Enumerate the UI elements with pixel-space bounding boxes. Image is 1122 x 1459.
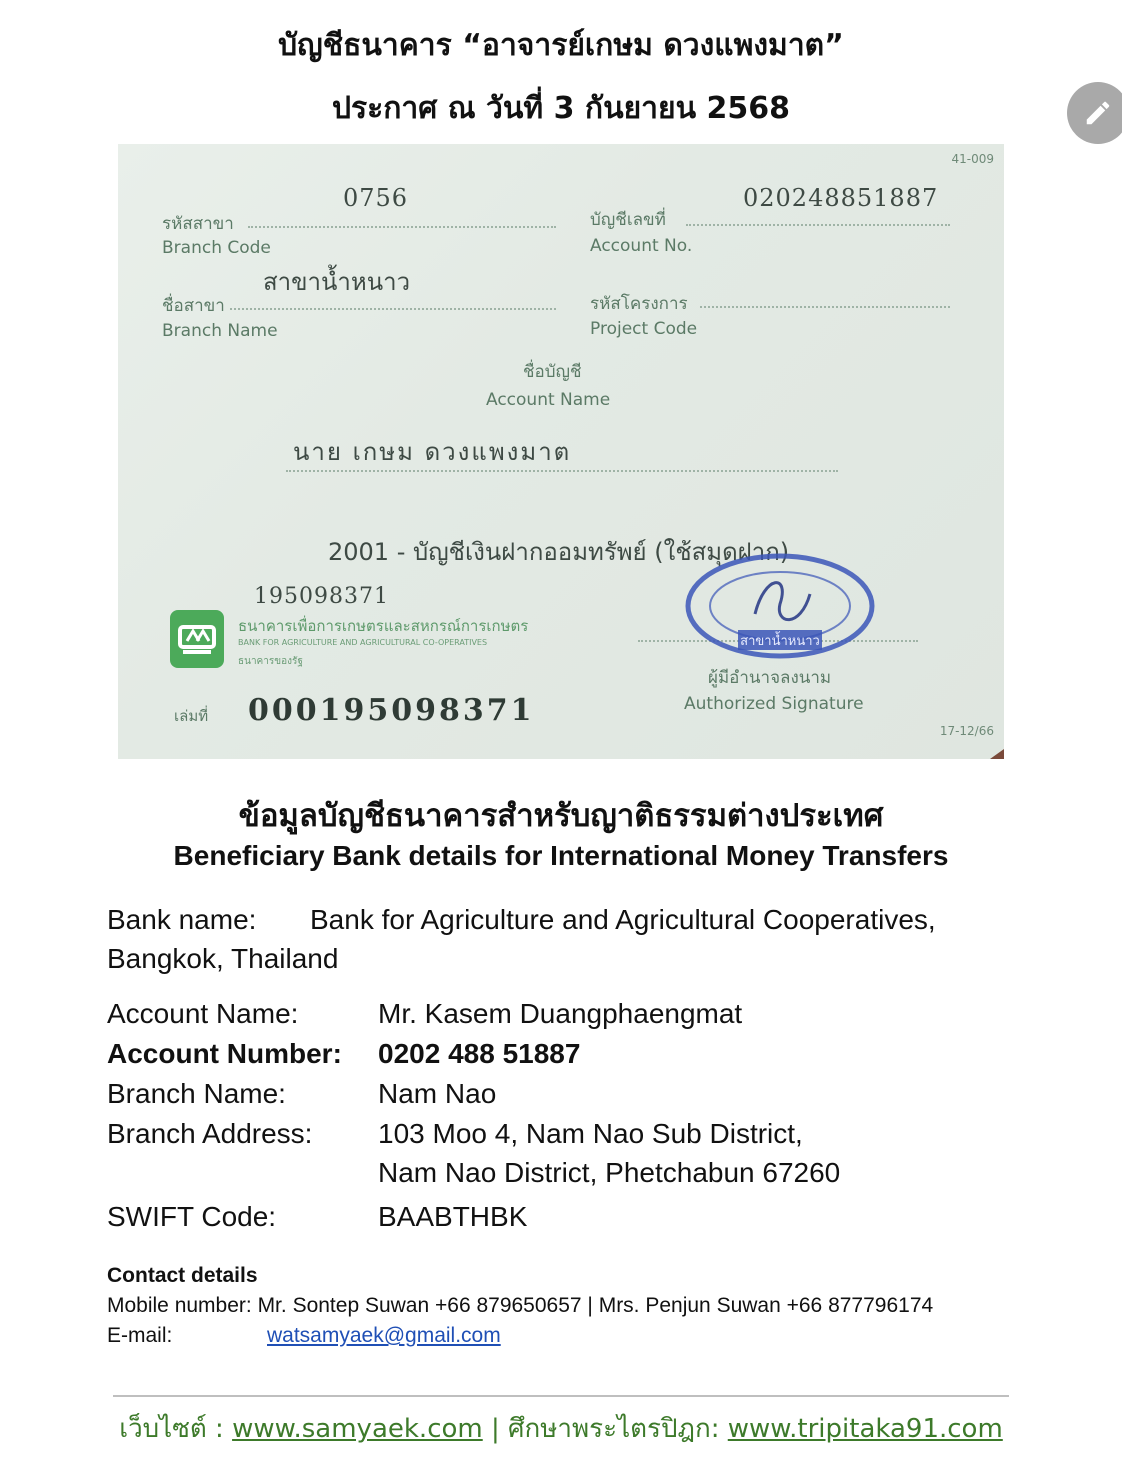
account-name-value: Mr. Kasem Duangphaengmat [378, 998, 743, 1029]
account-name-value: นาย เกษม ดวงแพงมาต [293, 438, 572, 466]
account-name-label-en: Account Name [486, 390, 611, 410]
branch-name-value: Nam Nao [378, 1078, 497, 1109]
baac-logo [170, 610, 224, 668]
account-no-label-th: บัญชีเลขที่ [590, 210, 666, 230]
account-no-value: 020248851887 [743, 184, 939, 212]
form-code: 41-009 [951, 152, 994, 166]
branch-name-label: Branch Name: [107, 1078, 286, 1109]
announcement-date: ประกาศ ณ วันที่ 3 กันยายน 2568 [331, 91, 791, 126]
footer [0, 1408, 1122, 1449]
account-name-label: Account Name: [107, 998, 299, 1029]
email-label: E-mail: [107, 1324, 173, 1347]
branch-address-line1: 103 Moo 4, Nam Nao Sub District, [378, 1118, 803, 1149]
branch-code-label-th: รหัสสาขา [162, 214, 234, 234]
project-code-label-en: Project Code [590, 319, 698, 339]
branch-name-label-en: Branch Name [162, 321, 278, 341]
footer-divider [113, 1395, 1009, 1397]
print-code: 17-12/66 [939, 724, 994, 738]
baac-logo-icon [177, 619, 217, 659]
website-label: เว็บไซต์ : [119, 1414, 224, 1444]
stamp-text: สาขาน้ำหนาว [740, 634, 820, 649]
tripitaka-link[interactable]: www.tripitaka91.com [727, 1414, 1003, 1444]
branch-address-line2: Nam Nao District, Phetchabun 67260 [378, 1157, 841, 1188]
branch-name-label-th: ชื่อสาขา [162, 296, 225, 316]
details-heading-th: ข้อมูลบัญชีธนาคารสำหรับญาติธรรมต่างประเทศ [238, 798, 884, 834]
contact-mobile: Mobile number: Mr. Sontep Suwan +66 879650657 | Mrs. Penjun Suwan +66 877796174 [107, 1294, 934, 1317]
bank-name-value-line2: Bangkok, Thailand [107, 943, 339, 974]
passbook-photo [118, 144, 1004, 759]
account-no-line [686, 224, 950, 226]
bank-name-row [107, 904, 936, 936]
swift-value: BAABTHBK [378, 1201, 528, 1232]
photo-corner [990, 749, 1004, 759]
branch-code-line [248, 226, 556, 228]
branch-name-value: สาขาน้ำหนาว [263, 268, 411, 296]
bank-name-th: ธนาคารเพื่อการเกษตรและสหกรณ์การเกษตร [238, 617, 529, 635]
footer-separator: | [491, 1414, 500, 1444]
branch-name-line [230, 308, 556, 310]
contact-email-row [107, 1324, 501, 1348]
project-code-line [700, 306, 950, 308]
branch-address-label: Branch Address: [107, 1118, 313, 1149]
signature-label-en: Authorized Signature [684, 694, 864, 714]
edit-button[interactable] [1067, 82, 1122, 144]
account-type: 2001 - บัญชีเงินฝากออมทรัพย์ (ใช้สมุดฝาก) [328, 538, 790, 566]
branch-stamp [680, 544, 880, 664]
details-heading-en: Beneficiary Bank details for International Money Transfers [173, 840, 949, 871]
project-code-label-th: รหัสโครงการ [590, 294, 688, 314]
account-number-label: Account Number: [107, 1038, 342, 1069]
booklet-number: 000195098371 [248, 693, 535, 728]
pencil-icon [1083, 98, 1113, 128]
account-number-value: 0202 488 51887 [378, 1038, 581, 1069]
page-title: บัญชีธนาคาร “อาจารย์เกษม ดวงแพงมาต” [278, 28, 844, 63]
swift-label: SWIFT Code: [107, 1201, 277, 1232]
contact-heading: Contact details [107, 1264, 258, 1287]
bank-name-en: BANK FOR AGRICULTURE AND AGRICULTURAL CO-OPERATIVES [238, 638, 488, 647]
bank-name-value-line1: Bank for Agriculture and Agricultural Cooperatives, [310, 904, 936, 935]
account-name-label-th: ชื่อบัญชี [523, 362, 582, 382]
tripitaka-label: ศึกษาพระไตรปิฎก: [508, 1414, 720, 1444]
booklet-label: เล่มที่ [174, 707, 209, 725]
bank-name-label: Bank name: [107, 904, 257, 935]
website-link[interactable]: www.samyaek.com [232, 1414, 483, 1444]
account-no-label-en: Account No. [590, 236, 693, 256]
branch-code-label-en: Branch Code [162, 238, 271, 258]
bank-sub-label: ธนาคารของรัฐ [238, 656, 303, 667]
signature-label-th: ผู้มีอำนาจลงนาม [708, 668, 832, 688]
serial-number: 195098371 [254, 584, 389, 609]
account-name-line [286, 470, 838, 472]
email-link[interactable]: watsamyaek@gmail.com [267, 1324, 501, 1347]
branch-code-value: 0756 [343, 184, 409, 212]
